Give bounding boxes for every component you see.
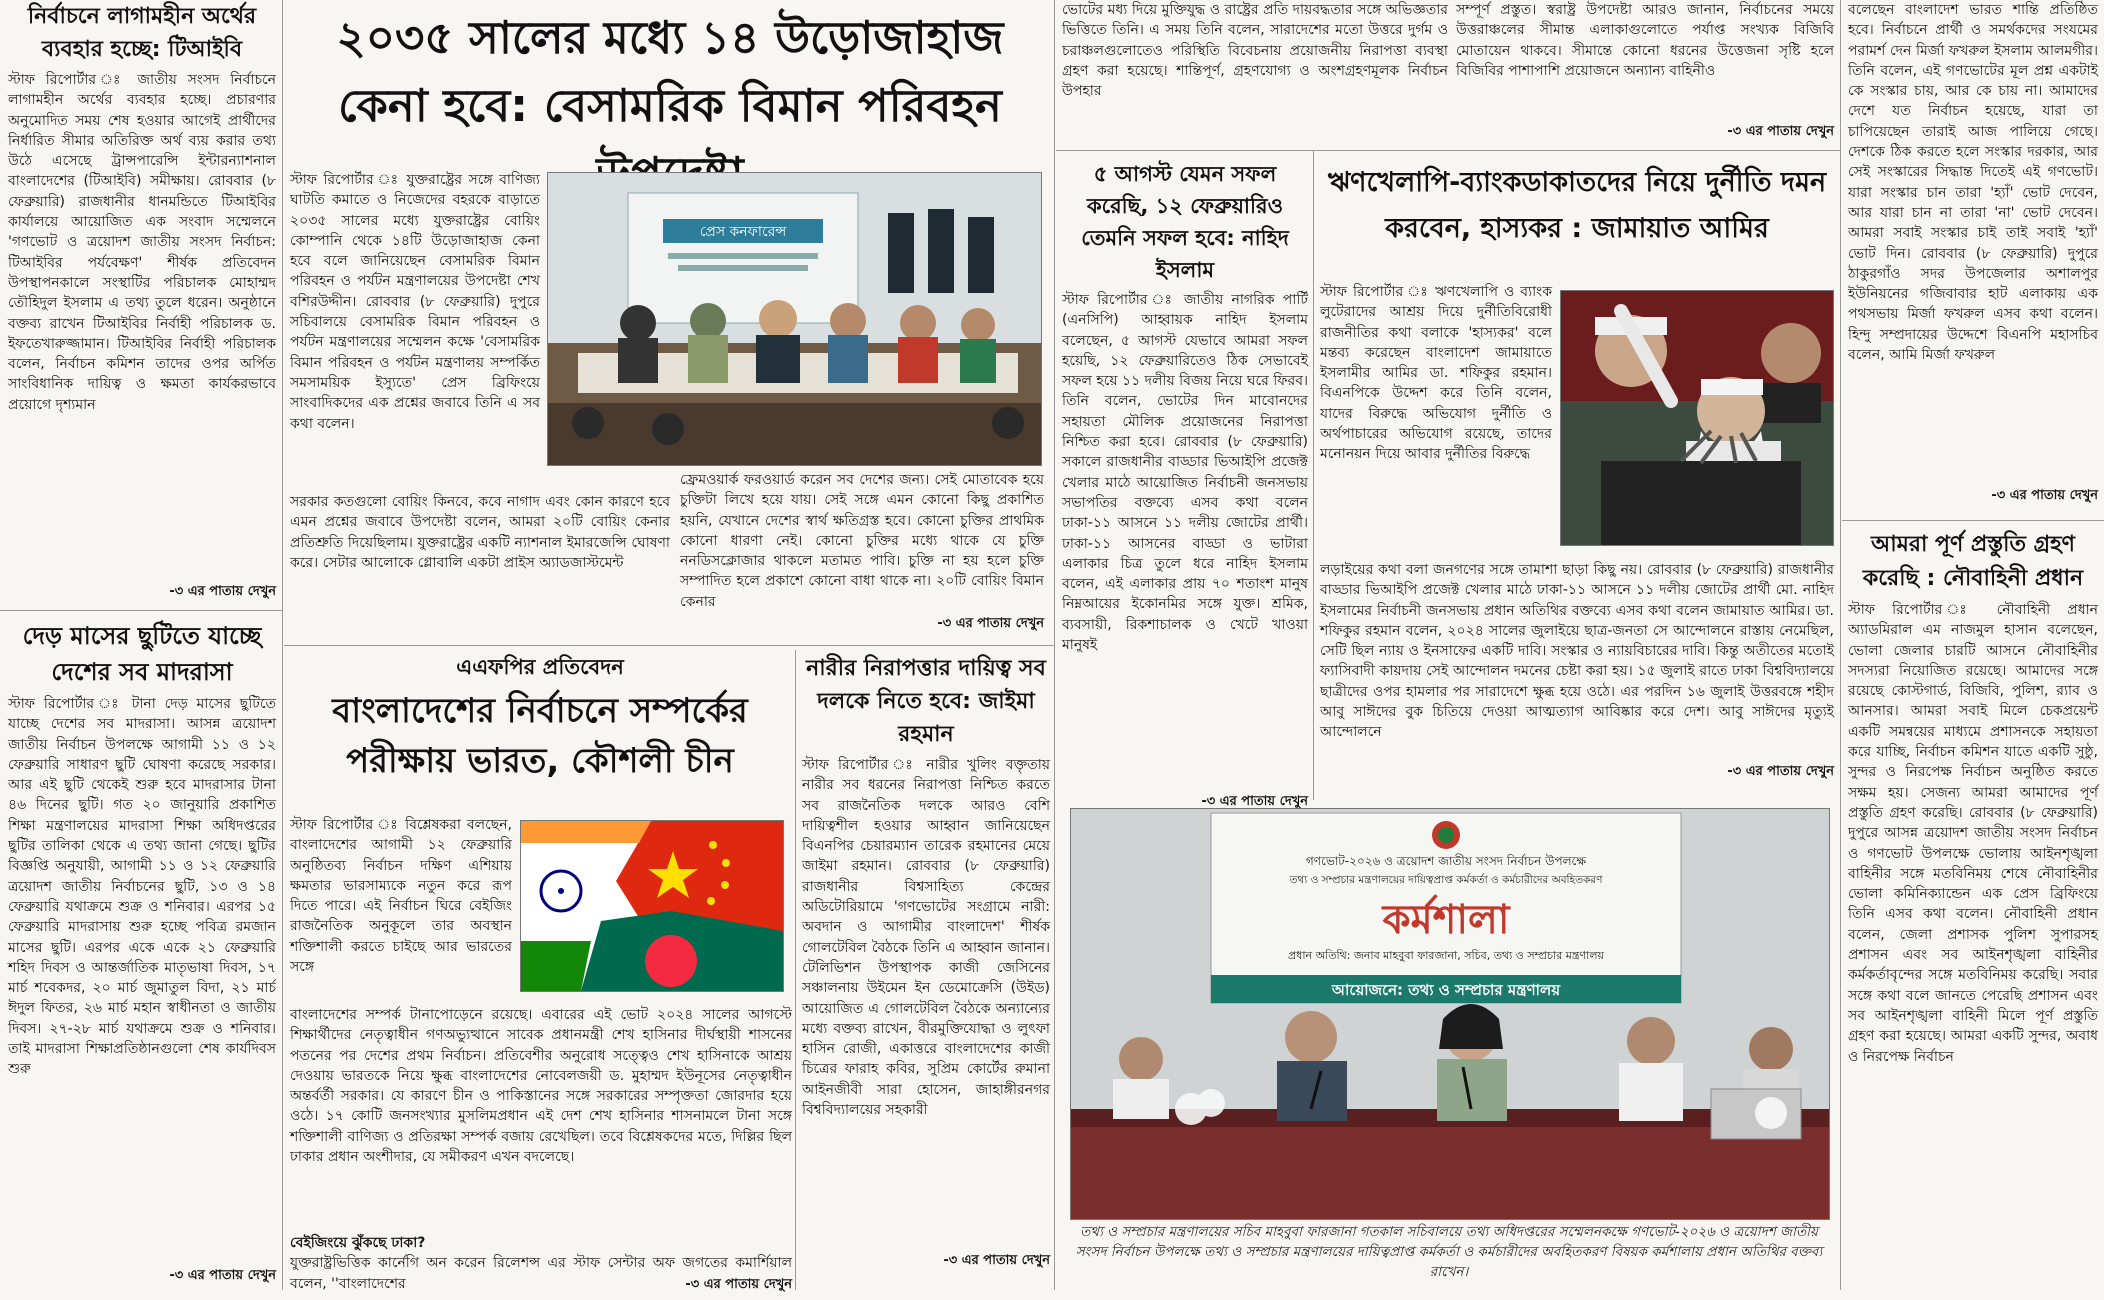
afp-kicker: এএফপির প্রতিবেদন bbox=[456, 655, 624, 679]
madrasa-body: স্টাফ রিপোর্টার ঃ টানা দেড় মাসের ছুটিতে যাচ্ছে দেশের সব মাদরাসা। আসন্ন ত্রয়োদশ জাতীয় নির্বাচন উপলক্ষে আগামী ১১ ও ১২ ফেব্রুয়ারি সাধারণ ছুটি ঘোষণা করেছে সরকার। আর এই ছুটি থেকেই শুরু হবে মাদরাসার টানা ৪৬ দিনের ছুটি। গত ২০ জানুয়ারি প্রকাশিত শিক্ষা মন্ত্রণালয়ের মাদরাসা শিক্ষা অধিদপ্তরের ছুটির তালিকা থেকে এ তথ্য জানা গেছে। ছুটির বিজ্ঞপ্তি অনুযায়ী, আগামী ১১ ও ১২ ফেব্রুয়ারি ত্রয়োদশ জাতীয় নির্বাচনের ছুটি, ১৩ ও ১৪ ফেব্রুয়ারি যথাক্রমে শুক্র ও শনিবার। এরপর ১৫ ফেব্রুয়ারি মাদরাসায় শুরু হচ্ছে পবিত্র রমজান মাসের ছুটি। এরপর একে একে ২১ ফেব্রুয়ারি শহিদ দিবস ও আন্তর্জাতিক মাতৃভাষা দিবস, ১৭ মার্চ শবেকদর, ২০ মার্চ জুমাতুল বিদা, ২১ মার্চ ঈদুল ফিতর, ২৬ মার্চ মহান স্বাধীনতা ও জাতীয় দিবস। ২৭-২৮ মার্চ যথাক্রমে শুক্র ও শনিবার। তাই মাদরাসা শিক্ষাপ্রতিষ্ঠানগুলো শেষ কার্যদিবস শুরু bbox=[8, 696, 276, 1078]
jamaat-body-full: লড়াইয়ের কথা বলা জনগণের সঙ্গে তামাশা ছাড়া কিছু নয়। রোববার (৮ ফেব্রুয়ারি) রাজধানীর বাড্ডার ভিআইপি প্রজেক্ট খেলার মাঠে ঢাকা-১১ আসনে ১১ দলীয় জোটের প্রার্থী মো. নাহিদ ইসলামের নির্বাচনী জনসভায় প্রধান অতিথির বক্তব্যে এসব কথা বলেন জামায়াত আমির। ডা. শফিকুর রহমান বলেন, ২০২৪ সালের জুলাইয়ে ছাত্র-জনতা সে আন্দোলনে রাস্তায় নেমেছিল, সেটি ছিল ন্যায় ও ইনসাফের একটি দাবি। সংস্কার ও ন্যায়বিচারের দাবি। কিন্তু অতীতের মতোই ফ্যাসিবাদী কায়দায় সেই আন্দোলন দমনের চেষ্টা করা হয়। ১৫ জুলাই রাতে ঢাকা বিশ্ববিদ্যালয়ে ছাত্রীদের ওপর হামলার পর সারাদেশে ক্ষুব্ধ হয়ে ওঠে। এর পরদিন ১৬ জুলাই উত্তরবঙ্গে শহীদ আবু সাঈদের বুক চিতিয়ে দেওয়া আত্মত্যাগ আবিষ্কার করে দেশ। আবু সাঈদের মৃত্যুই আন্দোলনে -৩ এর পাতায় দেখুন bbox=[1320, 560, 1834, 798]
madrasa-headline: দেড় মাসের ছুটিতে যাচ্ছে দেশের সব মাদরাসা bbox=[22, 622, 262, 686]
banner-sub-text: তথ্য ও সম্প্রচার মন্ত্রণালয়ের দায়িত্বপ্রাপ্ত কর্মকর্তা ও কর্মচারীদের অবহিতকরণ bbox=[1289, 874, 1603, 886]
navy-headline: আমরা পূর্ণ প্রস্তুতি গ্রহণ করেছি : নৌবাহিনী প্রধান bbox=[1862, 532, 2084, 591]
jamaat-headline-block bbox=[1320, 160, 1834, 270]
continued-note: -৩ এর পাতায় দেখুন bbox=[1201, 794, 1308, 809]
afp-subhead: বেইজিংয়ে ঝুঁকছে ঢাকা? bbox=[290, 1235, 426, 1251]
continued-note: -৩ এর পাতায় দেখুন bbox=[169, 1268, 276, 1283]
column-rule bbox=[795, 650, 796, 1290]
section-rule bbox=[1056, 150, 1840, 151]
workshop-photo bbox=[1070, 808, 1830, 1220]
section-rule bbox=[0, 610, 282, 611]
lead-headline-block bbox=[290, 4, 1050, 154]
banner-top-text: গণভোট-২০২৬ ও ত্রয়োদশ জাতীয় সংসদ নির্বাচন উপলক্ষে bbox=[1305, 854, 1587, 868]
afp-body-left: স্টাফ রিপোর্টার ঃ বিশ্লেষকরা বলছেন, বাংলাদেশের আগামী ১২ ফেব্রুয়ারি অনুষ্ঠিতব্য নির্বাচন দক্ষিণ এশিয়ায় ক্ষমতার ভারসাম্যকে নতুন করে রূপ দিতে পারে। এই নির্বাচন ঘিরে বেইজিং রাজনৈতিক অনুকূলে তার অবস্থান শক্তিশালী করতে চাইছে আর ভারতের সঙ্গে bbox=[290, 817, 512, 976]
continued-note: -৩ এর পাতায় দেখুন bbox=[937, 616, 1044, 632]
continued-note: -৩ এর পাতায় দেখুন bbox=[169, 584, 276, 599]
column-rule bbox=[1054, 0, 1055, 1290]
jamaat-amir-photo bbox=[1560, 290, 1834, 546]
continued-note: -৩ এর পাতায় দেখুন bbox=[1727, 764, 1834, 779]
afp-headline-block bbox=[290, 652, 790, 812]
lead-body-right: ফ্রেমওয়ার্ক ফরওয়ার্ড করেন সব দেশের জন্য। সেই মোতাবেক হয়ে চুক্তিটা লিখে হয়ে যায়। সেই সঙ্গে এমন কোনো কিছু প্রকাশিত হয়নি, যেখানে দেশের স্বার্থ ক্ষতিগ্রস্ত হবে। কোনো চুক্তির প্রাথমিক কোনো ধারণা নেই। কোনো চুক্তির মধ্যে থাকে যে চুক্তি ননডিসক্লোজার থাকলে মতামত পাবি। চুক্তি না হয় হলে চুক্তি সম্পাদিত হলে প্রকাশে কোনো বাধা থাকে না। ২০টি বোয়িং বিমান কেনার -৩ এর পাতায় দেখুন bbox=[680, 470, 1044, 642]
workshop-illustration bbox=[1071, 809, 1829, 1219]
tib-article bbox=[8, 0, 276, 606]
press-conference-photo bbox=[547, 172, 1042, 466]
jamaat-headline: ঋণখেলাপি-ব্যাংকডাকাতদের নিয়ে দুর্নীতি দমন করবেন, হাস্যকর : জামায়াত আমির bbox=[1327, 167, 1827, 244]
section-rule bbox=[284, 645, 1054, 646]
press-conference-illustration bbox=[548, 173, 1041, 465]
afp-headline: বাংলাদেশের নির্বাচনে সম্পর্কের পরীক্ষায় ভারত, কৌশলী চীন bbox=[332, 691, 748, 781]
banner-guest-text: প্রধান অতিথি: জনাব মাহবুবা ফারজানা, সচিব, তথ্য ও সম্প্রচার মন্ত্রণালয় bbox=[1287, 949, 1605, 962]
navy-article bbox=[1848, 528, 2098, 1294]
jaima-body: স্টাফ রিপোর্টার ঃ নারীর খুলিং বক্তৃতায় নারীর সব ধরনের নিরাপত্তা নিশ্চিত করতে সব রাজনৈতিক দলকে আরও বেশি দায়িত্বশীল হওয়ার আহ্বান জানিয়েছেন বিএনপির চেয়ারম্যান তারেক রহমানের মেয়ে জাইমা রহমান। রোববার (৮ ফেব্রুয়ারি) রাজধানীর বিশ্বসাহিত্য কেন্দ্রের অডিটোরিয়ামে 'গণভোটের সংগ্রামে নারী: অবদান ও আগামীর বাংলাদেশ' শীর্ষক গোলটেবিল বৈঠকে তিনি এ আহ্বান জানান। টেলিভিশন উপস্থাপক কাজী জেসিনের সঞ্চালনায় উইমেন ইন ডেমোক্রেসি (উইড) আয়োজিত এ গোলটেবিল বৈঠকে অন্যান্যের মধ্যে বক্তব্য রাখেন, বীরমুক্তিযোদ্ধা ও লুৎফা হাসিন রোজী, একাত্তরে বাংলাদেশের কাজী চিত্রের ফারাহ কবির, সুপ্রিম কোর্টের রুমানা আইনজীবী সারা হোসেন, জাহাঙ্গীরনগর বিশ্ববিদ্যালয়ের সহকারী bbox=[802, 757, 1050, 1119]
section-rule bbox=[1842, 520, 2104, 521]
lead-headline: ২০৩৫ সালের মধ্যে ১৪ উড়োজাহাজ কেনা হবে: বেসামরিক বিমান পরিবহন bbox=[336, 11, 1004, 132]
banner-organizer-text: আয়োজনে: তথ্য ও সম্প্রচার মন্ত্রণালয় bbox=[1331, 981, 1561, 999]
tib-body: স্টাফ রিপোর্টার ঃ জাতীয় সংসদ নির্বাচনে লাগামহীন অর্থের ব্যবহার হচ্ছে। প্রচারণার অনুমোদিত সময় শেষ হওয়ার আগেই প্রার্থীদের নির্ধারিত সীমার অতিরিক্ত অর্থ ব্যয় করার তথ্য উঠে এসেছে ট্রান্সপারেন্সি ইন্টারন্যাশনাল বাংলাদেশের (টিআইবি) সমীক্ষায়। রোববার (৮ ফেব্রুয়ারি) রাজধানীর ধানমন্ডিতে টিআইবির কার্যালয়ে আয়োজিত এক সংবাদ সম্মেলনে 'গণভোট ও ত্রয়োদশ জাতীয় সংসদ নির্বাচন: টিআইবির পর্যবেক্ষণ' শীর্ষক প্রতিবেদন উপস্থাপনকালে সংস্থাটির পরিচালক মোহাম্মদ তৌহিদুল ইসলাম এ তথ্য তুলে ধরেন। অনুষ্ঠানে বক্তব্য রাখেন টিআইবির নির্বাহী পরিচালক ড. ইফতেখারুজ্জামান। টিআইবির নির্বাহী পরিচালক বলেন, নির্বাচন কমিশন তাদের ওপর অর্পিত সাংবিধানিক দায়িত্ব ও ক্ষমতা কার্যকরভাবে প্রয়োগে দৃশ্যমান bbox=[8, 72, 276, 413]
nahid-headline: ৫ আগস্ট যেমন সফল করেছি, ১২ ফেব্রুয়ারিও তেমনি সফল হবে: নাহিদ ইসলাম bbox=[1081, 162, 1289, 282]
speaker-illustration bbox=[1561, 291, 1833, 545]
continued-note: -৩ এর পাতায় দেখুন bbox=[1991, 488, 2098, 503]
jamaat-body-left: স্টাফ রিপোর্টার ঃ ঋণখেলাপি ও ব্যাংক লুটেরাদের আশ্রয় দিয়ে দুর্নীতিবিরোধী রাজনীতির কথা বলাকে 'হাস্যকর' বলে মন্তব্য করেছেন বাংলাদেশ জামায়াতে ইসলামীর আমির ডা. শফিকুর রহমান। বিএনপিকে উদ্দেশ করে তিনি বলেন, যাদের বিরুদ্ধে অভিযোগ দুর্নীতি ও অর্থপাচারের অভিযোগ রয়েছে, তাদের মনোনয়ন দিয়ে আবার দুর্নীতির বিরুদ্ধে bbox=[1320, 284, 1552, 463]
india-china-bangladesh-flags-image bbox=[520, 820, 784, 992]
madrasa-article bbox=[8, 618, 276, 1294]
photo-screen-label: প্রেস কনফারেন্স bbox=[699, 224, 787, 240]
jaima-headline: নারীর নিরাপত্তার দায়িত্ব সব দলকে নিতে হবে: জাইমা রহমান bbox=[806, 656, 1046, 747]
tib-headline: নির্বাচনে লাগামহীন অর্থের ব্যবহার হচ্ছে: টিআইবি bbox=[27, 4, 257, 62]
column-rule bbox=[1313, 150, 1314, 800]
nahid-article bbox=[1062, 158, 1309, 809]
workshop-caption: তথ্য ও সম্প্রচার মন্ত্রণালয়ের সচিব মাহবুবা ফারজানা গতকাল সচিবালয়ে তথ্য অধিদপ্তরের সম্মেলনকক্ষে গণভোট-২০২৬ ও ত্রয়োদশ জাতীয় সংসদ নির্বাচন উপলক্ষে তথ্য ও সম্প্রচার মন্ত্রণালয়ের দায়িত্বপ্রাপ্ত কর্মকর্তা ও কর্মচারীদের অবহিতকরণ বিষয়ক কর্মশালায় প্রধান অতিথির বক্তব্য রাখেন। bbox=[1075, 1224, 1823, 1280]
bgb-continued: সম্পূর্ণ প্রস্তুত। স্বরাষ্ট্র উপদেষ্টা আরও জানান, নির্বাচনের সময়ে উত্তরাঞ্চলের সীমান্ত এলাকাগুলোতে পর্যাপ্ত সংখ্যক বিজিবি মোতায়েন থাকবে। সীমান্তে কোনো ধরনের উত্তেজনা সৃষ্টি হলে বিজিবির পাশাপাশি প্রয়োজনে অন্যান্য বাহিনীও -৩ এর পাতায় দেখুন bbox=[1456, 0, 1834, 146]
navy-body: স্টাফ রিপোর্টার ঃ নৌবাহিনী প্রধান অ্যাডমিরাল এম নাজমুল হাসান বলেছেন, ভোলা জেলার চারটি আসনে নৌবাহিনীর সদস্যরা নিয়োজিত রয়েছে। আমাদের সঙ্গে রয়েছে কোস্টগার্ড, বিজিবি, পুলিশ, র‍্যাব ও আনসার। আমরা সবাই মিলে চেকপ্রয়েন্ট একটি সমন্বয়ের মাধ্যমে প্রশাসনকে সহায়তা করে যাচ্ছি, নির্বাচন কমিশন যাতে একটি সুষ্ঠু, সুন্দর ও নিরপেক্ষ নির্বাচন অনুষ্ঠিত করতে সক্ষম হয়। সেজন্য আমরা আমাদের পূর্ণ প্রস্তুতি গ্রহণ করেছি। রোববার (৮ ফেব্রুয়ারি) দুপুরে আসন্ন ত্রয়োদশ জাতীয় সংসদ নির্বাচন ও গণভোট উপলক্ষে ভোলায় আইনশৃঙ্খলা বাহিনীর সঙ্গে মতবিনিময় শেষে নৌবাহিনীর ভোলা কমিনিক্যান্ডেন এক প্রেস ব্রিফিংয়ে তিনি এসব কথা বলেন। নৌবাহিনী প্রধান বলেন, জেলা প্রশাসক পুলিশ সুপারসহ প্রশাসন এবং সব আইনশৃঙ্খলা বাহিনীর কর্মকর্তাবৃন্দের সঙ্গে মতবিনিময় করেছি। সবার সঙ্গে কথা বলে জানতে পেরেছি প্রশাসন এবং সব আইনশৃঙ্খলা বাহিনী মিলে পূর্ণ প্রস্তুতি গ্রহণ করা হয়েছে। আমরা একটি সুন্দর, অবাধ ও নিরপেক্ষ নির্বাচন bbox=[1848, 602, 2098, 1065]
fakhrul-continued: বলেছেন বাংলাদেশ ভারত শান্তি প্রতিষ্ঠিত হবে। নির্বাচনে প্রার্থী ও সমর্থকদের সংযমের পরামর্শ দেন মির্জা ফখরুল ইসলাম আলমগীর। তিনি বলেন, এই গণভোটের মূল প্রশ্ন একটাই কে সংস্কার চায়, আর কে চায় না। আমাদের দেশে যত নির্বাচন হয়েছে, যারা তা চাপিয়েছেন তারাই আজ পালিয়ে গেছে। দেশকে ঠিক করতে হলে সংস্কার দরকার, আর সেই সংস্কারের সিদ্ধান্ত দিতেই এই গণভোট। যারা সংস্কার চান তারা 'হ্যাঁ' ভোট দেবেন, আর যারা চান না তারা 'না' ভোট দেবেন। আমরা সবাই সংস্কার চাই তাই সবাই 'হ্যাঁ' ভোট দিন। রোববার (৮ ফেব্রুয়ারি) দুপুরে ঠাকুরগাঁও সদর উপজেলার অশালপুর ইউনিয়নের গজিবাবার হাট এলাকায় এক পথসভায় মির্জা ফখরুল এসব কথা বলেন। হিন্দু সম্প্রদায়ের উদ্দেশে বিএনপি মহাসচিব বলেন, আমি মির্জা ফখরুল -৩ এর পাতায় দেখুন bbox=[1848, 0, 2098, 516]
continued-note: -৩ এর পাতায় দেখুন bbox=[1727, 124, 1834, 139]
continued-note: -৩ এর পাতায় দেখুন bbox=[685, 1277, 792, 1293]
column-rule bbox=[282, 0, 283, 1290]
nahid-body: স্টাফ রিপোর্টার ঃ জাতীয় নাগরিক পার্টি (এনসিপি) আহ্বায়ক নাহিদ ইসলাম বলেছেন, ৫ আগস্ট যেভাবে আমরা সফল হয়েছি, ১২ ফেব্রুয়ারিতেও ঠিক সেভাবেই সফল হয়ে ১১ দলীয় বিজয় নিয়ে ঘরে ফিরব। তিনি বলেন, ভোটের দিন মাবোনদের সহায়তা মৌলিক প্রয়োজনের নিরাপত্তা নিশ্চিত করা হবে। রোববার (৮ ফেব্রুয়ারি) সকালে রাজধানীর বাড্ডার ভিআইপি প্রজেক্ট খেলার মাঠে আয়োজিত নির্বাচনী জনসভায় সভাপতির বক্তব্যে এসব কথা বলেন ঢাকা-১১ আসনে ১১ দলীয় জোটের প্রার্থী। ঢাকা-১১ আসনের বাড্ডা ও ভাটারা এলাকার চিত্র তুলে ধরে নাহিদ ইসলাম বলেন, এই এলাকার প্রায় ৭০ শতাংশ মানুষ নিম্নআয়ের ইকোনমির সঙ্গে যুক্ত। শ্রমিক, ব্যবসায়ী, রিকশাচালক ও খেটে খাওয়া মানুষই bbox=[1062, 292, 1309, 654]
home-adviser-continued: ভোটের মধ্য দিয়ে মুক্তিযুদ্ধ ও রাষ্ট্রের প্রতি দায়বদ্ধতার সঙ্গে অভিজ্ঞতার ভিত্তিতে তিনি। এ সময় তিনি বলেন, সারাদেশের মতো উত্তরে দুর্গম ও চরাঞ্চলগুলোতেও পরিস্থিতি বিবেচনায় প্রয়োজনীয় নিরাপত্তা ব্যবস্থা গ্রহণ করা হয়েছে। শান্তিপূর্ণ, গ্রহণযোগ্য ও অংশগ্রহণমূলক নির্বাচন উপহার bbox=[1062, 2, 1448, 100]
jaima-article bbox=[802, 652, 1050, 1294]
lead-body-left: স্টাফ রিপোর্টার ঃ যুক্তরাষ্ট্রের সঙ্গে বাণিজ্য ঘাটতি কমাতে ও নিজেদের বহরকে বাড়াতে ২০৩৫ সালের মধ্যে যুক্তরাষ্ট্রের বোয়িং কোম্পানি থেকে ১৪টি উড়োজাহাজ কেনা হবে বলে জানিয়েছেন বেসামরিক বিমান পরিবহন ও পর্যটন মন্ত্রণালয়ের উপদেষ্টা শেখ বশিরউদ্দীন। রোববার (৮ ফেব্রুয়ারি) দুপুরে সচিবালয়ে বেসামরিক বিমান পরিবহন ও পর্যটন মন্ত্রণালয়ের সম্মেলন কক্ষে 'বেসামরিক বিমান পরিবহন ও পর্যটন মন্ত্রণালয় সম্পর্কিত সমসাময়িক ইস্যুতে' প্রেস ব্রিফিংয়ে সাংবাদিকদের এক প্রশ্নের জবাবে তিনি এ সব কথা বলেন। bbox=[290, 172, 540, 432]
continued-note: -৩ এর পাতায় দেখুন bbox=[943, 1253, 1050, 1268]
afp-body-full: বাংলাদেশের সম্পর্ক টানাপোড়েনে রয়েছে। এবারের এই ভোট ২০২৪ সালের আগস্টে শিক্ষার্থীদের নেতৃত্বাধীন গণঅভ্যুত্থানে সাবেক প্রধানমন্ত্রী শেখ হাসিনার দীর্ঘস্থায়ী শাসনের পতনের পর দেশের প্রথম নির্বাচন। প্রতিবেশীর অনুরোধ সত্ত্বেও শেখ হাসিনাকে আশ্রয় দেওয়ায় ভারতকে নিয়ে ক্ষুব্ধ বাংলাদেশের নোবেলজয়ী ড. মুহাম্মদ ইউনূসের নেতৃত্বাধীন অন্তর্বর্তী সরকার। যে কারণে চীন ও পাকিস্তানের সঙ্গে সরকারের সম্পৃক্ততা জোরদার হয়ে ওঠে। ১৭ কোটি জনসংখ্যার মুসলিমপ্রধান এই দেশ শেখ হাসিনার শাসনামলে টানা সঙ্গে শক্তিশালী বাণিজ্য ও প্রতিরক্ষা সম্পর্ক বজায় রেখেছিল। তবে বিশ্লেষকদের মতে, দিল্লির ছিল ঢাকার প্রধান অংশীদার, যে সমীকরণ এখন বদলেছে। বেইজিংয়ে ঝুঁকছে ঢাকা? যুক্তরাষ্ট্রভিত্তিক কার্নেগি অন করেন রিলেশন্স এর স্টাফ সেন্টার অফ জগতের কমার্শিয়াল বলেন, ''বাংলাদেশের -৩ এর পাতায় দেখুন bbox=[290, 1005, 792, 1295]
column-rule bbox=[1840, 0, 1841, 1290]
flags-illustration bbox=[521, 821, 783, 991]
lead-body-bottom: সরকার কতগুলো বোয়িং কিনবে, কবে নাগাদ এবং কোন কারণে হবে এমন প্রশ্নের জবাবে উপদেষ্টা বলেন, আমরা ২০টি বোয়িং কেনার প্রতিশ্রুতি দিয়েছিলাম। যুক্তরাষ্ট্রের একটি ন্যাশনাল ইমারজেন্সি ঘোষণা করে। সেটার আলোকে গ্লোবালি একটা প্রাইস অ্যাডজাস্টমেন্ট bbox=[290, 494, 670, 571]
banner-title-text: কর্মশালা bbox=[1382, 897, 1510, 943]
